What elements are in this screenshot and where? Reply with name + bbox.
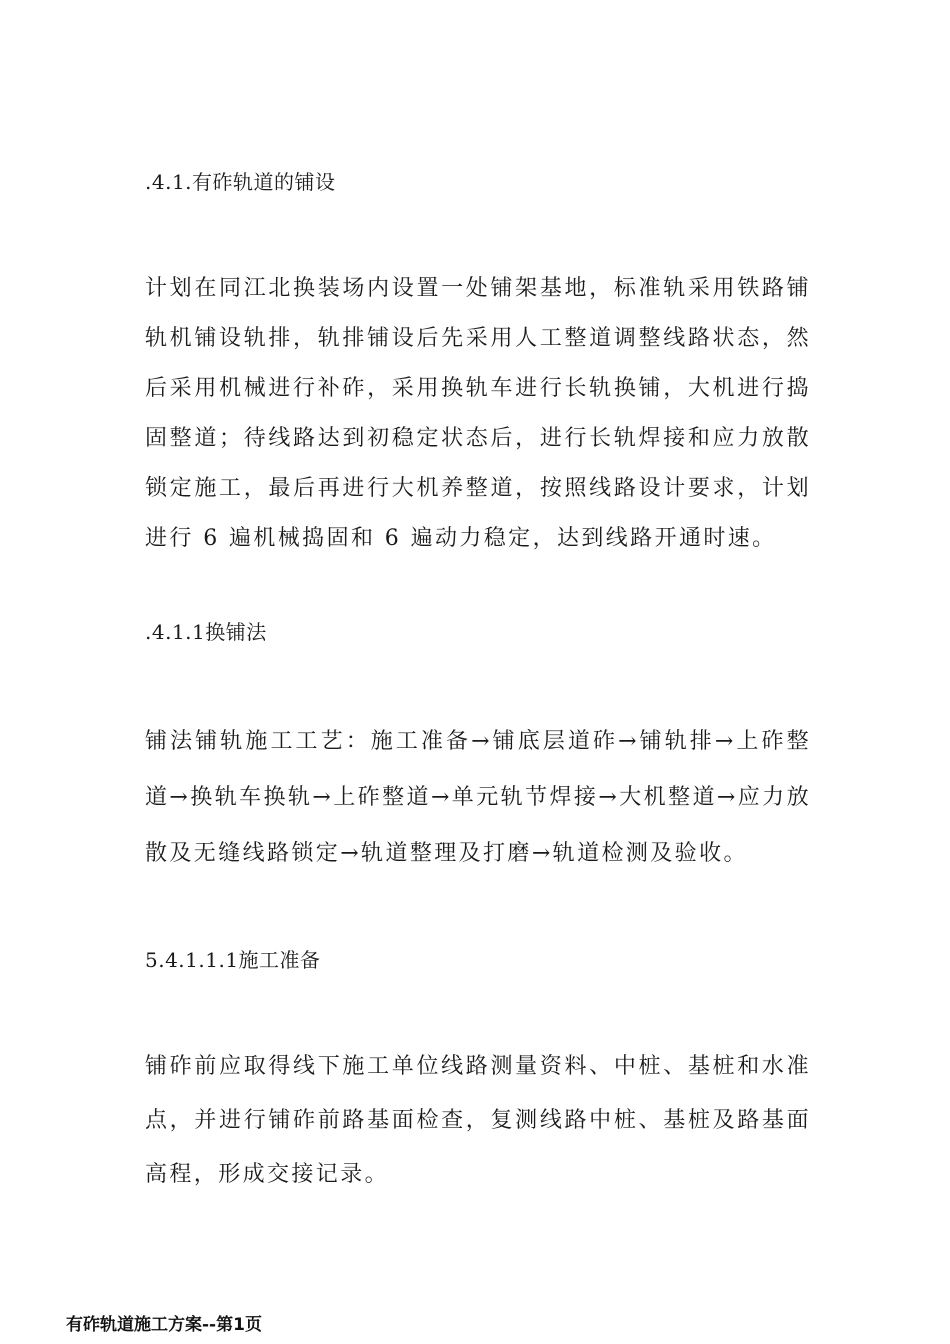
page-footer: 有砟轨道施工方案--第1页 [66,1315,262,1335]
section-heading-4-1: .4.1.有砟轨道的铺设 [145,170,336,194]
section-heading-5-4-1-1-1: 5.4.1.1.1施工准备 [145,948,321,972]
paragraph-track-laying-plan: 计划在同江北换装场内设置一处铺架基地，标准轨采用铁路铺轨机铺设轨排，轨排铺设后先采用人工整道调整线路状态，然后采用机械进行补砟，采用换轨车进行长轨换铺，大机进行捣固整道；待线路达到初稳定状态后，进行长轨焊接和应力放散锁定施工，最后再进行大机养整道，按照线路设计要求，计划进行 6 遍机械捣固和 6 遍动力稳定，达到线路开通时速。 [145,276,811,551]
section-heading-4-1-1: .4.1.1换铺法 [145,620,267,644]
paragraph-process-flow: 铺法铺轨施工工艺：施工准备→铺底层道砟→铺轨排→上砟整道→换轨车换轨→上砟整道→单元轨节焊接→大机整道→应力放散及无缝线路锁定→轨道整理及打磨→轨道检测及验收。 [145,729,811,866]
paragraph-preparation: 铺砟前应取得线下施工单位线路测量资料、中桩、基桩和水准点，并进行铺砟前路基面检查，复测线路中桩、基桩及路基面高程，形成交接记录。 [145,1054,811,1187]
